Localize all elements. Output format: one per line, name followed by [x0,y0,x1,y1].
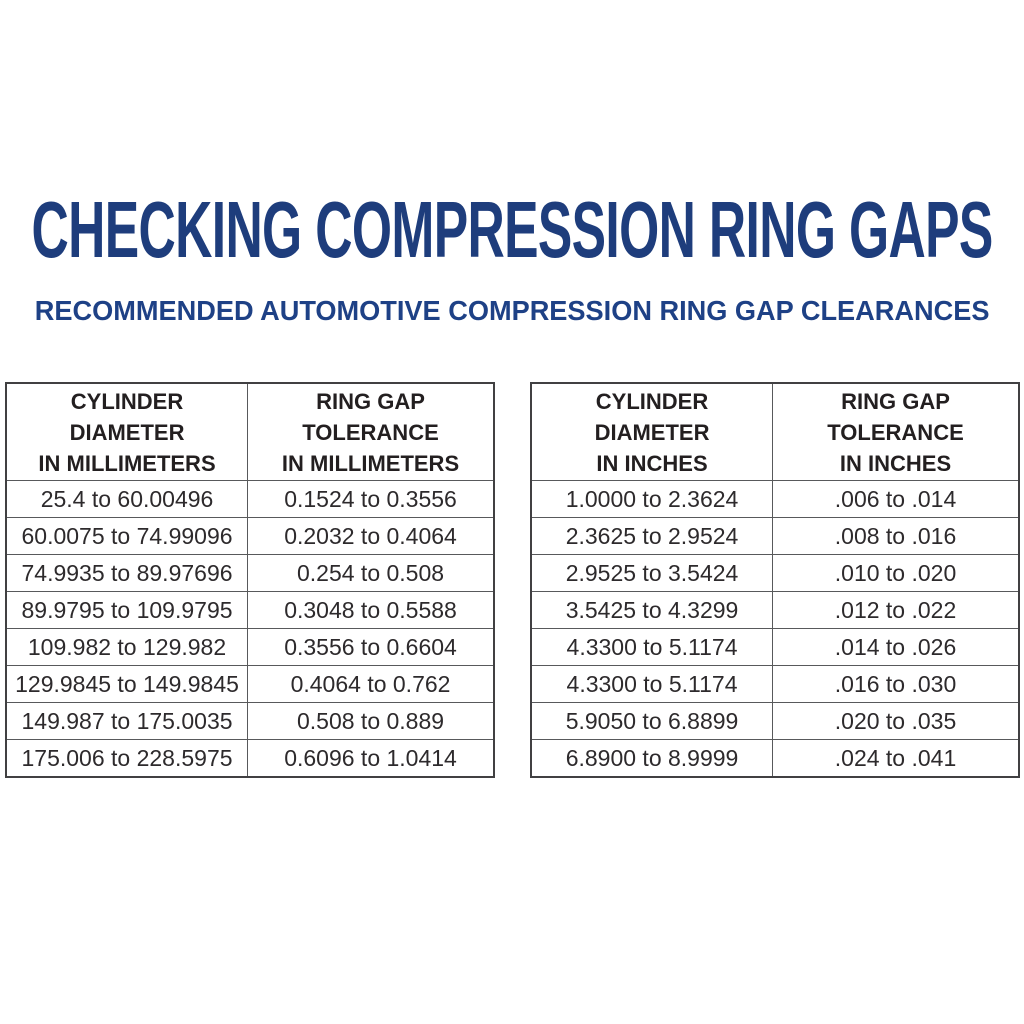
header-line: DIAMETER [594,419,710,445]
cylinder-diameter-cell: 129.9845 to 149.9845 [6,666,248,703]
header-line: IN MILLIMETERS [38,450,216,476]
cylinder-diameter-cell: 149.987 to 175.0035 [6,703,248,740]
table-row [6,666,494,703]
table-row [531,481,1019,518]
header-line: RING GAP [316,388,425,414]
table-row [531,629,1019,666]
ring-gap-tolerance-in-header [773,383,1019,481]
header-line: IN INCHES [596,450,708,476]
cylinder-diameter-cell: 1.0000 to 2.3624 [531,481,773,518]
table-row [6,592,494,629]
table-row [6,629,494,666]
millimeters-table [5,382,495,778]
cylinder-diameter-cell: 3.5425 to 4.3299 [531,592,773,629]
ring-gap-tolerance-cell: 0.1524 to 0.3556 [248,481,494,518]
page-title: CHECKING COMPRESSION RING GAPS [31,185,993,274]
table-header-row [6,383,494,481]
header-line: DIAMETER [69,419,185,445]
ring-gap-tolerance-cell: 0.6096 to 1.0414 [248,740,494,778]
ring-gap-tolerance-cell: .012 to .022 [773,592,1019,629]
ring-gap-tolerance-cell: 0.254 to 0.508 [248,555,494,592]
ring-gap-tolerance-cell: 0.3048 to 0.5588 [248,592,494,629]
cylinder-diameter-cell: 2.9525 to 3.5424 [531,555,773,592]
page-subtitle: RECOMMENDED AUTOMOTIVE COMPRESSION RING GAP CLEARANCES [34,295,990,326]
ring-gap-tolerance-cell: 0.3556 to 0.6604 [248,629,494,666]
ring-gap-tolerance-cell: .008 to .016 [773,518,1019,555]
cylinder-diameter-cell: 5.9050 to 6.8899 [531,703,773,740]
page-title-row [0,185,1024,274]
header-line: TOLERANCE [827,419,964,445]
cylinder-diameter-cell: 175.006 to 228.5975 [6,740,248,778]
cylinder-diameter-cell: 2.3625 to 2.9524 [531,518,773,555]
table-row [6,481,494,518]
cylinder-diameter-cell: 60.0075 to 74.99096 [6,518,248,555]
cylinder-diameter-cell: 4.3300 to 5.1174 [531,629,773,666]
ring-gap-tolerance-cell: .014 to .026 [773,629,1019,666]
cylinder-diameter-cell: 74.9935 to 89.97696 [6,555,248,592]
cylinder-diameter-cell: 109.982 to 129.982 [6,629,248,666]
table-row [531,666,1019,703]
ring-gap-tolerance-cell: .024 to .041 [773,740,1019,778]
cylinder-diameter-cell: 89.9795 to 109.9795 [6,592,248,629]
table-row [531,740,1019,778]
ring-gap-tolerance-cell: .020 to .035 [773,703,1019,740]
ring-gap-tolerance-cell: .006 to .014 [773,481,1019,518]
table-row [6,518,494,555]
ring-gap-tolerance-cell: 0.4064 to 0.762 [248,666,494,703]
cylinder-diameter-in-header [531,383,773,481]
ring-gap-tolerance-mm-header [248,383,494,481]
table-row [6,740,494,778]
inches-table [530,382,1020,778]
page-subtitle-row [0,297,1024,325]
table-header-row [531,383,1019,481]
header-line: IN MILLIMETERS [281,450,460,476]
cylinder-diameter-cell: 6.8900 to 8.9999 [531,740,773,778]
header-line: CYLINDER [70,388,184,414]
cylinder-diameter-cell: 25.4 to 60.00496 [6,481,248,518]
tables-container [5,382,1020,778]
header-line: RING GAP [841,388,950,414]
table-row [531,518,1019,555]
header-line: IN INCHES [839,450,952,476]
cylinder-diameter-mm-header [6,383,248,481]
table-row [6,703,494,740]
header-line: TOLERANCE [302,419,439,445]
table-row [531,703,1019,740]
table-row [531,592,1019,629]
table-row [531,555,1019,592]
header-line: CYLINDER [595,388,709,414]
ring-gap-tolerance-cell: 0.508 to 0.889 [248,703,494,740]
ring-gap-tolerance-cell: .016 to .030 [773,666,1019,703]
table-row [6,555,494,592]
ring-gap-tolerance-cell: 0.2032 to 0.4064 [248,518,494,555]
cylinder-diameter-cell: 4.3300 to 5.1174 [531,666,773,703]
ring-gap-tolerance-cell: .010 to .020 [773,555,1019,592]
